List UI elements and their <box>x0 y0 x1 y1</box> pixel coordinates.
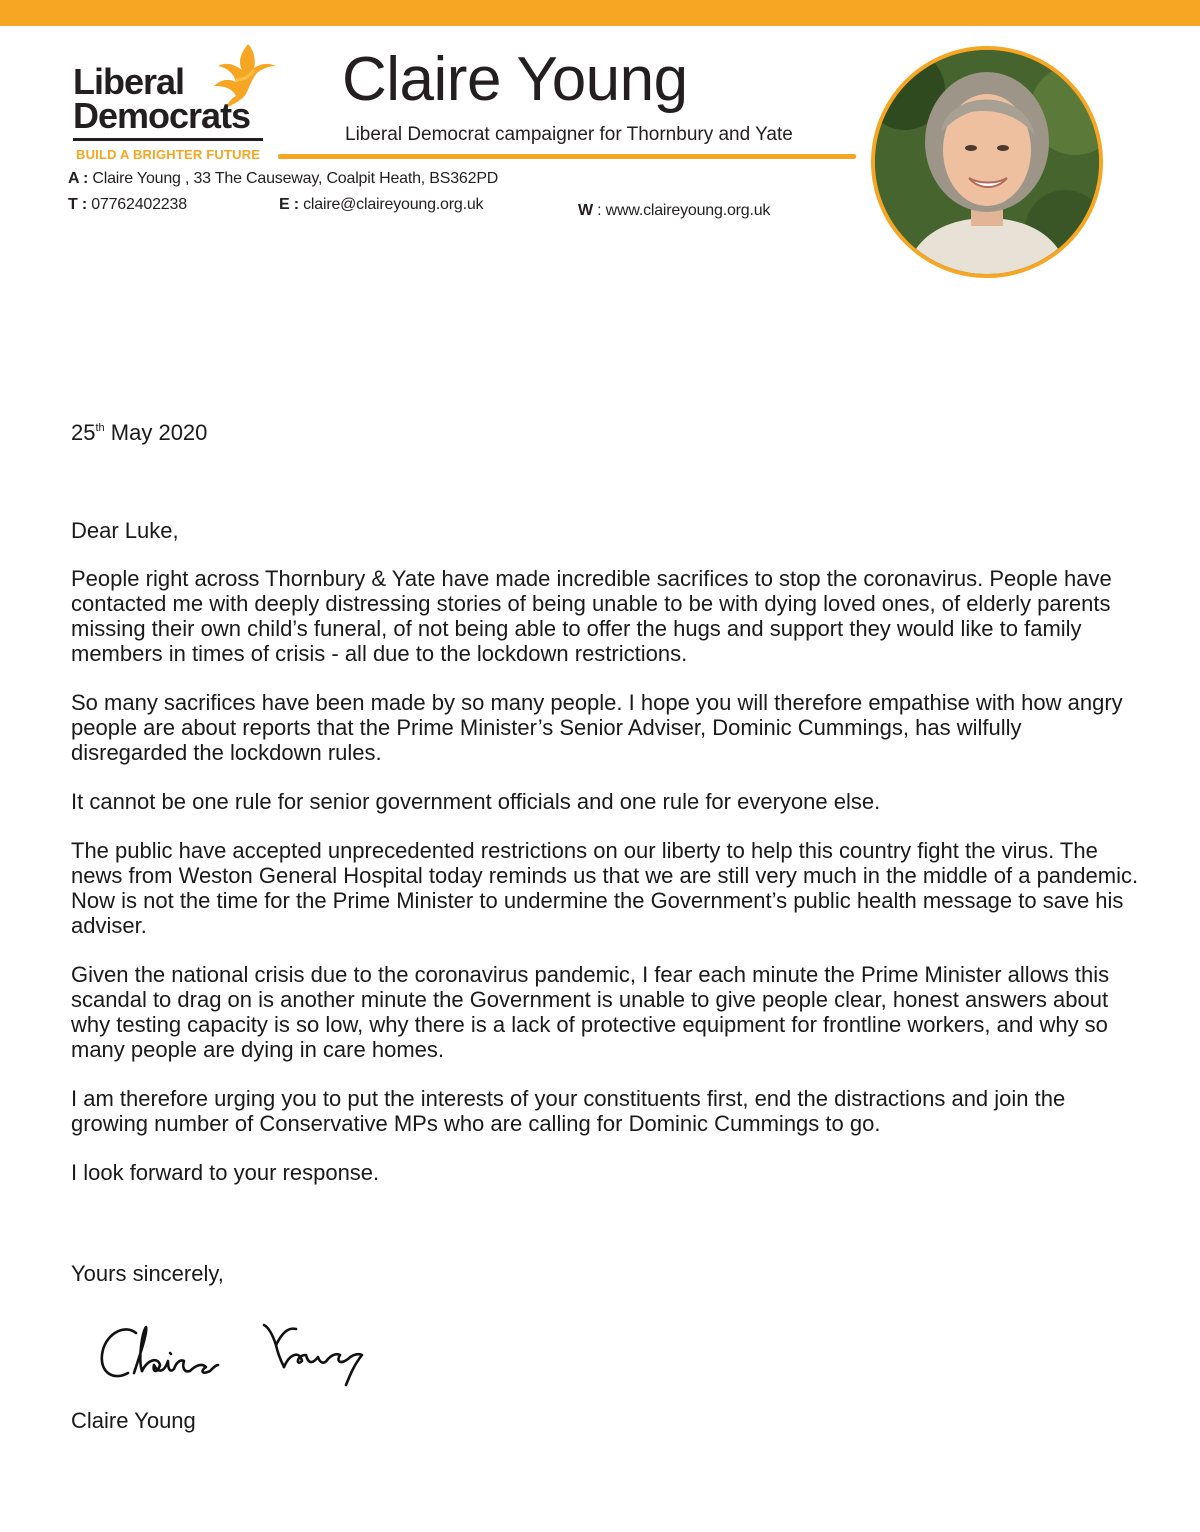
telephone-value: 07762402238 <box>91 196 187 213</box>
paragraph: People right across Thornbury & Yate have made incredible sacrifices to stop the coronavirus. People have contacted me with deeply distressing stories of being unable to be with dying loved ones, of elderly parents missing their own child’s funeral, of not being able to offer the hugs and support they would like to family members in times of crisis - all due to the lockdown restrictions. <box>71 566 1112 666</box>
letter-body <box>71 566 1141 1209</box>
address-value: Claire Young , 33 The Causeway, Coalpit Heath, BS362PD <box>92 170 499 187</box>
sender-name-heading: Claire Young <box>342 45 688 114</box>
date-suffix: th <box>95 422 105 434</box>
telephone-label: T : <box>68 196 87 213</box>
salutation: Dear Luke, <box>71 518 179 543</box>
contact-address <box>68 170 498 188</box>
paragraph: Given the national crisis due to the coronavirus pandemic, I fear each minute the Prime Minister allows this scandal to drag on is another minute the Government is unable to give people clear, honest answers about why testing capacity is so low, why there is a lack of protective equipment for frontline workers, and why so many people are dying in care homes. <box>71 962 1110 1062</box>
handwritten-signature <box>96 1315 376 1395</box>
paragraph: I look forward to your response. <box>71 1160 380 1185</box>
contact-website <box>578 202 770 220</box>
logo-word-liberal: Liberal <box>73 61 185 102</box>
letter-date <box>71 420 207 446</box>
signed-name: Claire Young <box>71 1408 196 1433</box>
logo-divider <box>73 138 263 141</box>
contact-telephone <box>68 196 187 214</box>
paragraph: So many sacrifices have been made by so many people. I hope you will therefore empathise with how angry people are about reports that the Prime Minister’s Senior Adviser, Dominic Cummings, has wilfully disregarded the lockdown rules. <box>71 690 1123 765</box>
paragraph: It cannot be one rule for senior government officials and one rule for everyone else. <box>71 789 881 814</box>
letter-closing: Yours sincerely, <box>71 1261 224 1286</box>
contact-email <box>279 196 483 214</box>
website-value: : www.claireyoung.org.uk <box>597 202 771 219</box>
sender-role: Liberal Democrat campaigner for Thornbury and Yate <box>345 124 793 145</box>
address-label: A : <box>68 170 89 187</box>
party-logo <box>70 40 280 170</box>
header-divider <box>278 154 856 159</box>
paragraph: I am therefore urging you to put the interests of your constituents first, end the distractions and join the growing number of Conservative MPs who are calling for Dominic Cummings to go. <box>71 1086 1066 1136</box>
email-label: E : <box>279 196 299 213</box>
date-month-year: May 2020 <box>104 420 208 445</box>
logo-word-democrats: Democrats <box>73 95 251 136</box>
logo-tagline: BUILD A BRIGHTER FUTURE <box>76 147 261 162</box>
paragraph: The public have accepted unprecedented restrictions on our liberty to help this country fight the virus. The news from Weston General Hospital today reminds us that we are still very much in the middle of a pandemic. Now is not the time for the Prime Minister to undermine the Government’s public health message to save his adviser. <box>71 838 1139 938</box>
email-value: claire@claireyoung.org.uk <box>303 196 484 213</box>
top-accent-bar <box>0 0 1200 26</box>
portrait-photo <box>871 46 1103 278</box>
date-day: 25 <box>71 420 96 445</box>
website-label: W <box>578 202 593 219</box>
